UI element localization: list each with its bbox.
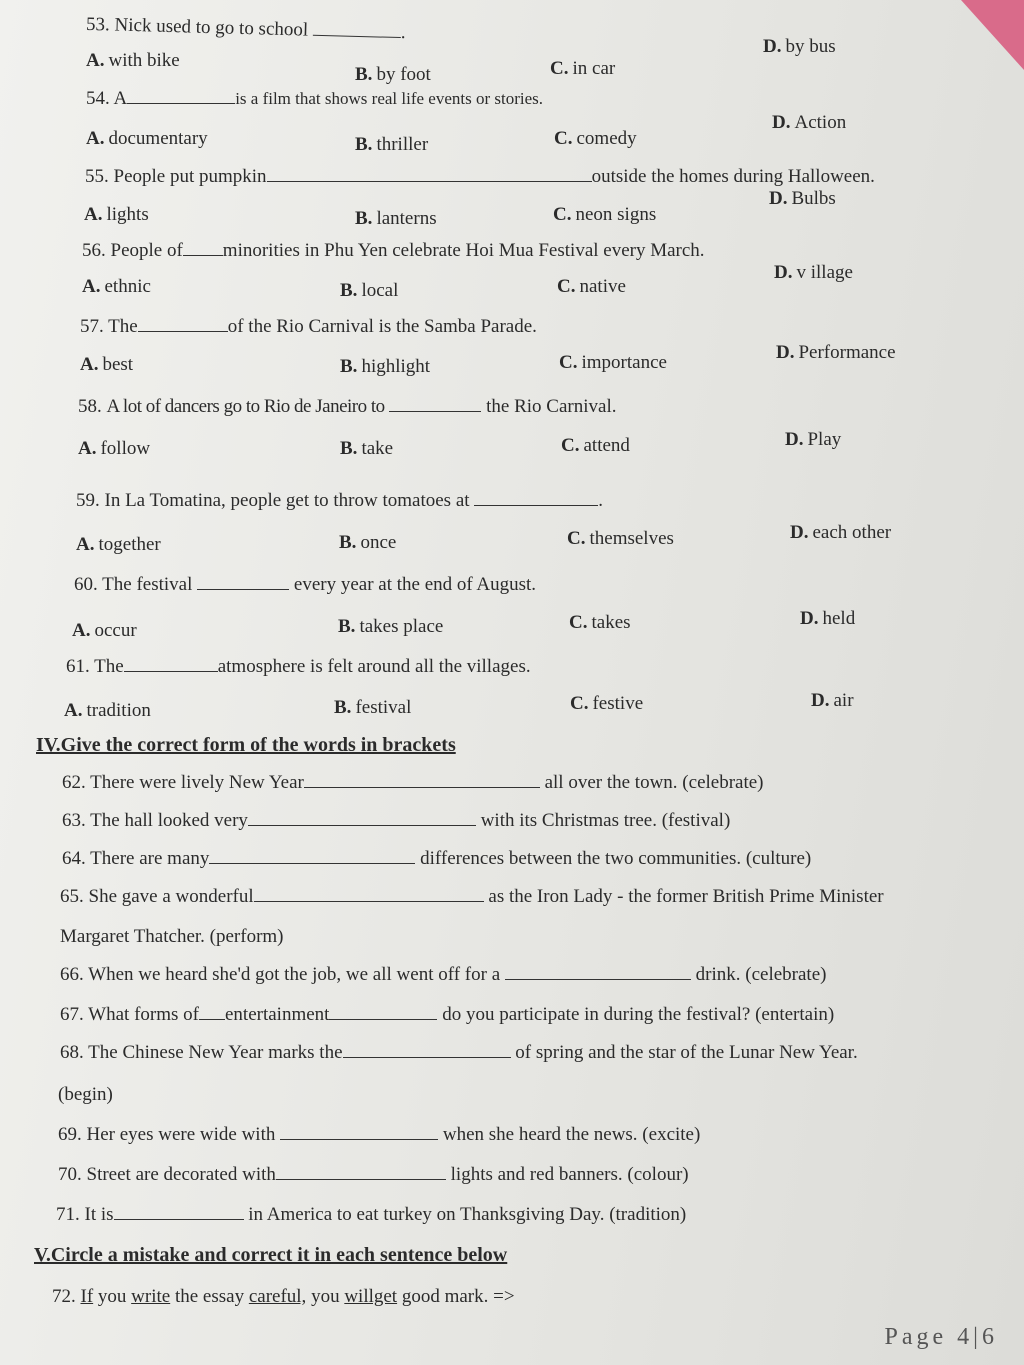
q58-option-c[interactable]: C. attend <box>561 435 630 456</box>
q54-option-c[interactable]: C. comedy <box>554 128 637 149</box>
q54-option-d[interactable]: D. Action <box>772 112 847 133</box>
mistake-option-if[interactable]: If <box>80 1286 94 1307</box>
mistake-option-write[interactable]: write <box>131 1286 171 1307</box>
q56-option-b[interactable]: B. local <box>340 280 399 301</box>
question-56: 56. People of minorities in Phu Yen celebrate Hoi Mua Festival every March. <box>82 240 705 261</box>
q58-option-a[interactable]: A. follow <box>78 438 151 459</box>
q59-option-c[interactable]: C. themselves <box>567 528 674 549</box>
q60-option-a[interactable]: A. occur <box>72 620 137 641</box>
q53-option-b[interactable]: B. by foot <box>355 64 431 85</box>
q58-option-d[interactable]: D. Play <box>785 429 842 450</box>
q53-option-a[interactable]: A. with bike <box>86 50 180 71</box>
q60-option-d[interactable]: D. held <box>800 608 856 629</box>
question-60: 60. The festival every year at the end of August. <box>74 574 537 595</box>
q55-option-a[interactable]: A. lights <box>84 204 149 225</box>
q55-option-d[interactable]: D. Bulbs <box>769 188 836 209</box>
q60-option-b[interactable]: B. takes place <box>338 616 444 637</box>
question-70: 70. Street are decorated with lights and red banners. (colour) <box>58 1164 689 1185</box>
question-65-continued: Margaret Thatcher. (perform) <box>60 926 284 947</box>
q56-option-d[interactable]: D. v illage <box>774 262 853 283</box>
question-69: 69. Her eyes were wide with when she heard the news. (excite) <box>58 1124 701 1145</box>
q59-option-a[interactable]: A. together <box>76 534 161 555</box>
q53-option-c[interactable]: C. in car <box>550 58 616 79</box>
question-64: 64. There are many differences between the two communities. (culture) <box>62 848 812 869</box>
q57-option-d[interactable]: D. Performance <box>776 342 896 363</box>
question-61: 61. The atmosphere is felt around all the villages. <box>66 656 531 677</box>
question-66: 66. When we heard she'd got the job, we all went off for a drink. (celebrate) <box>60 964 827 985</box>
q56-option-a[interactable]: A. ethnic <box>82 276 151 297</box>
question-58: 58. A lot of dancers go to Rio de Janeiro to the Rio Carnival. <box>78 396 617 417</box>
question-57: 57. The of the Rio Carnival is the Samba Parade. <box>80 316 537 337</box>
q54-option-b[interactable]: B. thriller <box>355 134 429 155</box>
q61-option-b[interactable]: B. festival <box>334 697 412 718</box>
question-67: 67. What forms of entertainment do you participate in during the festival? (entertain) <box>60 1004 835 1025</box>
section-5-heading: V.Circle a mistake and correct it in each sentence below <box>34 1244 508 1266</box>
q55-option-c[interactable]: C. neon signs <box>553 204 657 225</box>
q60-option-c[interactable]: C. takes <box>569 612 631 633</box>
section-4-heading: IV.Give the correct form of the words in brackets <box>36 734 456 756</box>
q57-option-c[interactable]: C. importance <box>559 352 667 373</box>
q61-option-a[interactable]: A. tradition <box>64 700 151 721</box>
q54-option-a[interactable]: A. documentary <box>86 128 208 149</box>
question-71: 71. It is in America to eat turkey on Thanksgiving Day. (tradition) <box>56 1204 687 1225</box>
question-53: 53. Nick used to go to school . <box>85 13 406 44</box>
question-62: 62. There were lively New Year all over the town. (celebrate) <box>62 772 764 793</box>
q56-option-c[interactable]: C. native <box>557 276 626 297</box>
q61-option-c[interactable]: C. festive <box>570 693 644 714</box>
question-63: 63. The hall looked very with its Christmas tree. (festival) <box>62 810 731 831</box>
question-55: 55. People put pumpkin outside the homes during Halloween. <box>85 166 875 187</box>
question-54: 54. A is a film that shows real life events or stories. <box>86 88 544 109</box>
question-68-continued: (begin) <box>58 1084 113 1105</box>
question-59: 59. In La Tomatina, people get to throw tomatoes at . <box>76 490 604 511</box>
q55-option-b[interactable]: B. lanterns <box>355 208 437 229</box>
question-65: 65. She gave a wonderful as the Iron Lady - the former British Prime Minister <box>60 886 884 907</box>
q59-option-b[interactable]: B. once <box>339 532 397 553</box>
question-68: 68. The Chinese New Year marks the of spring and the star of the Lunar New Year. <box>60 1042 858 1063</box>
q59-option-d[interactable]: D. each other <box>790 522 892 543</box>
q57-option-b[interactable]: B. highlight <box>340 356 431 377</box>
q53-option-d[interactable]: D. by bus <box>763 36 836 57</box>
question-72: 72. If you write the essay careful, you willget good mark. => <box>52 1286 515 1307</box>
page-corner-decoration <box>934 0 1024 70</box>
mistake-option-careful[interactable]: careful, <box>248 1286 307 1307</box>
mistake-option-willget[interactable]: willget <box>344 1286 398 1307</box>
page-number: Page 4|6 <box>884 1324 998 1350</box>
q61-option-d[interactable]: D. air <box>811 690 854 711</box>
q58-option-b[interactable]: B. take <box>340 438 394 459</box>
q57-option-a[interactable]: A. best <box>80 354 134 375</box>
